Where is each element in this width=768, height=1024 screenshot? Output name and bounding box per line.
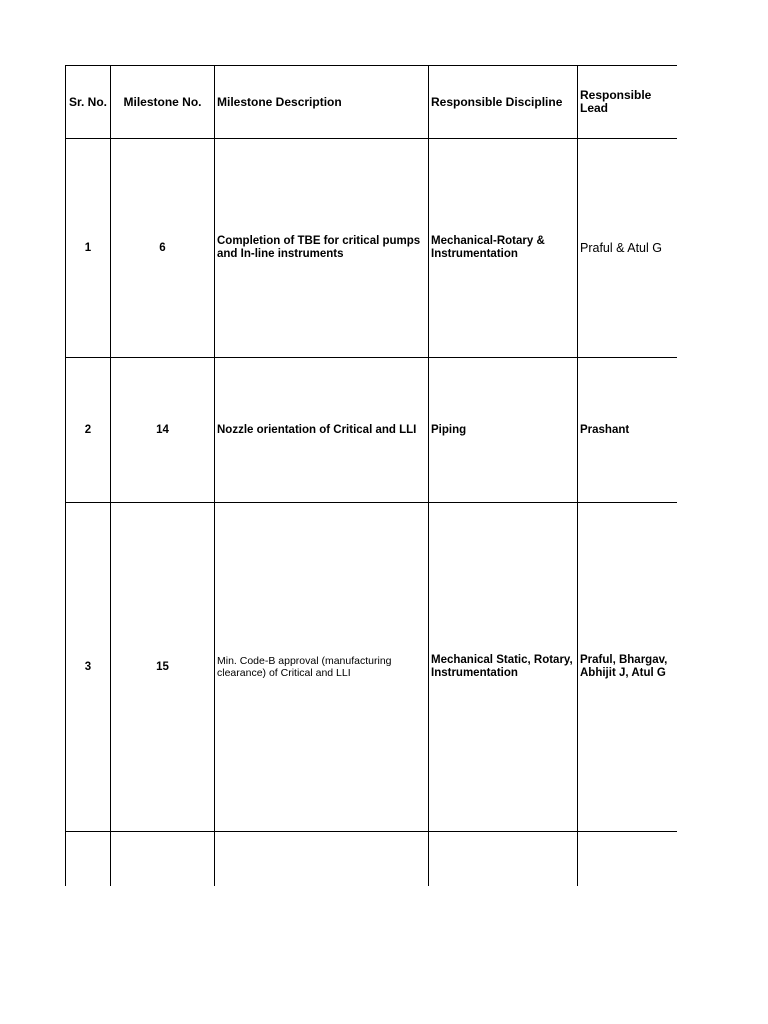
cell-milestone-description: Nozzle orientation of Critical and LLI	[215, 358, 429, 503]
cell-milestone-no: 14	[111, 358, 215, 503]
cell-sr-no: 3	[66, 503, 111, 832]
milestone-table-page	[65, 65, 677, 886]
cell-responsible-discipline: Piping	[429, 358, 578, 503]
header-responsible-lead: Responsible Lead	[578, 66, 678, 139]
cell-responsible-lead: Praful & Atul G	[578, 139, 678, 358]
table-row	[66, 139, 678, 358]
table-row-empty	[66, 832, 678, 887]
cell-sr-no: 1	[66, 139, 111, 358]
table-row	[66, 358, 678, 503]
cell-sr-no: 2	[66, 358, 111, 503]
cell-empty	[578, 832, 678, 887]
cell-responsible-discipline: Mechanical-Rotary & Instrumentation	[429, 139, 578, 358]
cell-milestone-no: 6	[111, 139, 215, 358]
header-milestone-no: Milestone No.	[111, 66, 215, 139]
table-row	[66, 503, 678, 832]
cell-empty	[66, 832, 111, 887]
cell-responsible-lead: Prashant	[578, 358, 678, 503]
table-header-row	[66, 66, 678, 139]
cell-milestone-description: Min. Code-B approval (manufacturing clearance) of Critical and LLI	[215, 503, 429, 832]
cell-empty	[111, 832, 215, 887]
cell-responsible-discipline: Mechanical Static, Rotary, Instrumentation	[429, 503, 578, 832]
cell-empty	[215, 832, 429, 887]
cell-empty	[429, 832, 578, 887]
cell-milestone-description: Completion of TBE for critical pumps and In-line instruments	[215, 139, 429, 358]
cell-responsible-lead: Praful, Bhargav, Abhijit J, Atul G	[578, 503, 678, 832]
header-milestone-description: Milestone Description	[215, 66, 429, 139]
milestone-table	[65, 65, 677, 886]
header-responsible-discipline: Responsible Discipline	[429, 66, 578, 139]
cell-milestone-no: 15	[111, 503, 215, 832]
header-sr-no: Sr. No.	[66, 66, 111, 139]
